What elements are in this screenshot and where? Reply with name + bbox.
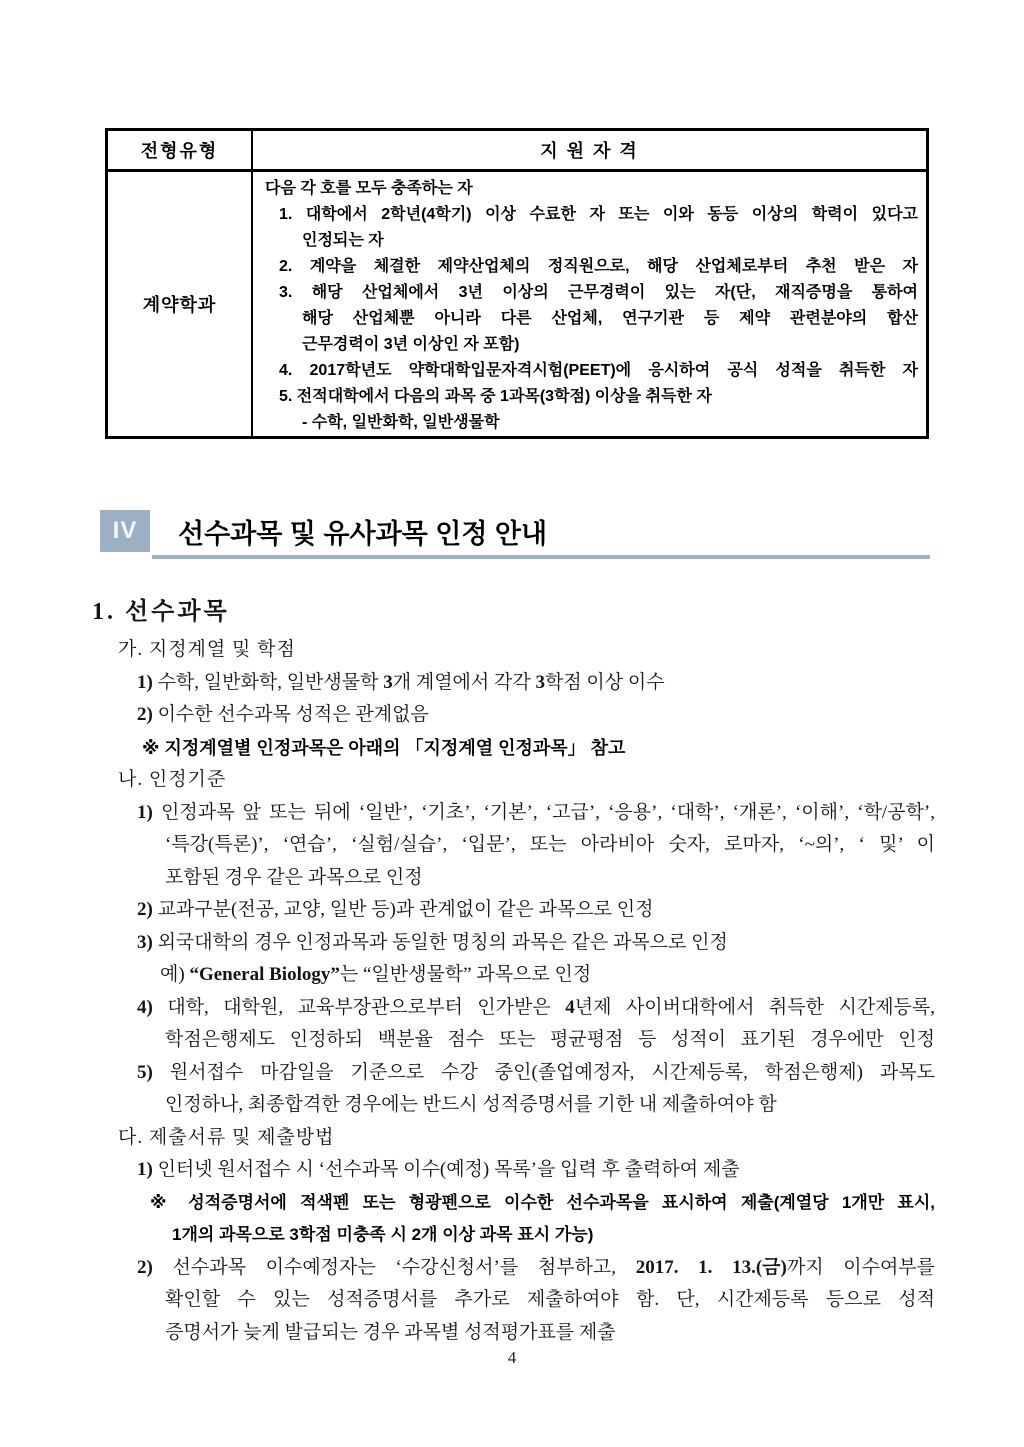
- text-segment-bold: 5): [137, 1061, 170, 1083]
- section-underline: [152, 555, 930, 559]
- text-segment-bold: 4): [137, 996, 168, 1018]
- table-cell-qualification-text: [253, 172, 926, 436]
- text-segment: 인터넷 원서접수 시 ‘선수과목 이수(예정) 목록’을 입력 후 출력하여 제출: [157, 1159, 740, 1180]
- text-segment: ‘특강(특론)’, ‘연습’, ‘실험/실습’, ‘입문’, 또는 아라비아 숫자, 로마자, ‘~의’, ‘ 및’ 이: [165, 834, 935, 855]
- text-line: [265, 254, 918, 280]
- text-line: [92, 1154, 935, 1187]
- text-segment: 는 “일반생물학” 과목으로 인정: [339, 964, 592, 985]
- text-line: [92, 1024, 935, 1057]
- text-segment: 1개의 과목으로 3학점 미충족 시 2개 이상 과목 표시 가능): [172, 1225, 594, 1244]
- body-content: [92, 590, 935, 1349]
- text-segment-bold: 1): [137, 801, 162, 823]
- table-row: [108, 172, 926, 436]
- text-segment: 대학, 대학원, 교육부장관으로부터 인가받은: [167, 996, 566, 1018]
- text-segment: 5. 전적대학에서 다음의 과목 중 1과목(3학점) 이상을 취득한 자: [279, 388, 712, 405]
- text-segment: 원서접수 마감일을 기준으로 수강 중인(졸업예정자, 시간제등록, 학점은행제) 과목도: [169, 1061, 935, 1083]
- text-segment: 1. 대학에서 2학년(4학기) 이상 수료한 자 또는 이와 동등 이상의 학력이 있다고: [279, 206, 918, 223]
- table-cell-department: 계약학과: [108, 172, 253, 436]
- page-number: 4: [507, 1348, 517, 1367]
- text-segment: 가. 지정계열 및 학점: [118, 639, 296, 660]
- text-segment-bold: 2): [137, 704, 158, 725]
- text-line: [92, 1122, 935, 1155]
- text-segment-bold: 3: [535, 671, 545, 693]
- text-segment: 교과구분(전공, 교양, 일반 등)과 관계없이 같은 과목으로 인정: [157, 899, 654, 920]
- text-segment: 이수한 선수과목 성적은 관계없음: [157, 704, 429, 725]
- text-segment: 근무경력이 3년 이상인 자 포함): [302, 336, 520, 353]
- text-line: [265, 280, 918, 306]
- text-line: [92, 732, 935, 765]
- text-segment-bold: 2): [137, 1256, 173, 1278]
- section-header: [100, 510, 930, 562]
- text-segment-bold: 2): [137, 899, 158, 920]
- text-line: [92, 667, 935, 700]
- text-segment: ※ 지정계열별 인정과목은 아래의 「지정계열 인정과목」 참고: [142, 737, 626, 758]
- text-line: [92, 590, 935, 634]
- text-line: [92, 634, 935, 667]
- text-segment: 년제 사이버대학에서 취득한 시간제등록,: [574, 996, 936, 1018]
- text-segment: 개 계열에서 각각: [392, 671, 536, 693]
- text-line: [92, 927, 935, 960]
- text-line: [92, 797, 935, 830]
- text-segment: 1. 선수과목: [92, 599, 230, 625]
- text-line: [265, 410, 918, 436]
- text-segment-bold: “General Biology”: [189, 964, 340, 985]
- text-line: [92, 1089, 935, 1122]
- text-line: [265, 202, 918, 228]
- text-segment-bold: 4: [565, 996, 575, 1018]
- table-header-admission-type: 전형유형: [108, 131, 253, 169]
- text-segment: - 수학, 일반화학, 일반생물학: [302, 414, 500, 431]
- section-number-badge: IV: [100, 510, 150, 552]
- text-line: [92, 1252, 935, 1285]
- text-segment: 다. 제출서류 및 제출방법: [118, 1126, 335, 1148]
- text-line: [92, 959, 935, 992]
- text-line: [92, 1219, 935, 1252]
- text-segment: 나. 인정기준: [118, 769, 227, 790]
- text-line: [92, 894, 935, 927]
- table-header-row: [108, 131, 926, 172]
- text-line: [265, 358, 918, 384]
- text-line: [92, 1187, 935, 1220]
- text-line: [92, 1057, 935, 1090]
- text-segment: 수학, 일반화학, 일반생물학: [157, 671, 384, 693]
- text-segment: 인정과목 앞 또는 뒤에 ‘일반’, ‘기초’, ‘기본’, ‘고급’, ‘응용’, ‘대학’, ‘개론’, ‘이해’, ‘학/공학’,: [161, 801, 935, 823]
- table-header-qualification: 지 원 자 격: [540, 141, 639, 161]
- text-line: [92, 862, 935, 895]
- text-segment: 4. 2017학년도 약학대학입문자격시험(PEET)에 응시하여 공식 성적을 취득한 자: [279, 362, 918, 379]
- text-line: [265, 332, 918, 358]
- text-segment: 다음 각 호를 모두 충족하는 자: [265, 180, 473, 197]
- text-line: [92, 764, 935, 797]
- text-segment: 외국대학의 경우 인정과목과 동일한 명칭의 과목은 같은 과목으로 인정: [157, 931, 728, 953]
- text-segment-bold: 2017. 1. 13.(금): [635, 1256, 787, 1278]
- text-segment-bold: 1): [137, 1159, 158, 1180]
- text-segment: 해당 산업체뿐 아니라 다른 산업체, 연구기관 등 제약 관련분야의 합산: [302, 310, 918, 327]
- text-line: [92, 699, 935, 732]
- text-line: [92, 829, 935, 862]
- text-segment: 확인할 수 있는 성적증명서를 추가로 제출하여야 함. 단, 시간제등록 등으로 성적: [165, 1289, 935, 1310]
- text-line: [92, 1284, 935, 1317]
- text-segment: 인정되는 자: [302, 232, 384, 249]
- eligibility-table: [105, 128, 929, 439]
- text-segment: 선수과목 이수예정자는 ‘수강신청서’를 첨부하고,: [172, 1256, 636, 1278]
- text-segment: 학점 이상 이수: [544, 671, 665, 693]
- text-segment: 포함된 경우 같은 과목으로 인정: [165, 866, 423, 888]
- text-segment: 인정하나, 최종합격한 경우에는 반드시 성적증명서를 기한 내 제출하여야 함: [165, 1094, 777, 1115]
- text-segment: 예): [160, 964, 190, 985]
- text-segment-bold: 3): [137, 931, 158, 953]
- text-segment: ※ 성적증명서에 적색펜 또는 형광펜으로 이수한 선수과목을 표시하여 제출(계열당 1개만 표시,: [150, 1192, 935, 1212]
- text-line: [265, 384, 918, 410]
- text-segment: 까지 이수여부를: [786, 1256, 935, 1278]
- text-line: [265, 176, 918, 202]
- section-title: 선수과목 및 유사과목 인정 안내: [178, 519, 548, 549]
- text-line: [92, 992, 935, 1025]
- text-line: [265, 228, 918, 254]
- text-segment: 학점은행제도 인정하되 백분율 점수 또는 평균평점 등 성적이 표기된 경우에만 인정: [165, 1029, 935, 1050]
- text-segment: 3. 해당 산업체에서 3년 이상의 근무경력이 있는 자(단, 재직증명을 통하여: [279, 284, 918, 301]
- text-line: [92, 1317, 935, 1350]
- text-line: [265, 306, 918, 332]
- text-segment: 증명서가 늦게 발급되는 경우 과목별 성적평가표를 제출: [165, 1321, 616, 1343]
- text-segment: 2. 계약을 체결한 제약산업체의 정직원으로, 해당 산업체로부터 추천 받은 자: [279, 258, 918, 275]
- text-segment-bold: 3: [383, 671, 393, 693]
- text-segment-bold: 1): [137, 671, 158, 693]
